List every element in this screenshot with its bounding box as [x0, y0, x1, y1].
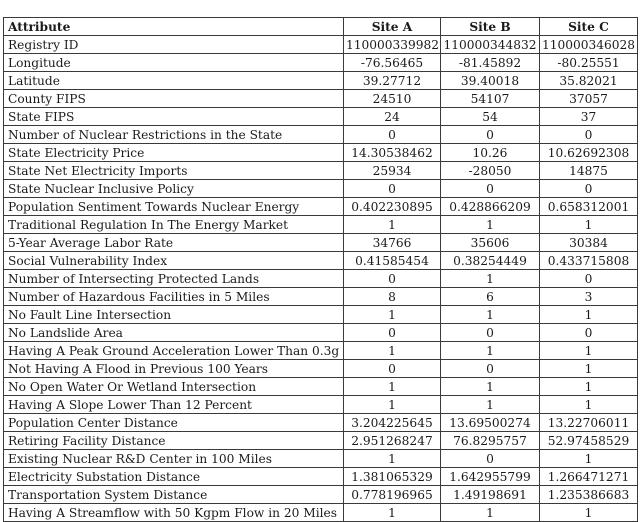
table-row	[4, 360, 638, 378]
site-c-cell: 1	[540, 216, 638, 234]
site-b-cell: 1	[441, 342, 540, 360]
attribute-cell: Transportation System Distance	[4, 486, 344, 504]
attribute-cell: Number of Hazardous Facilities in 5 Miles	[4, 288, 344, 306]
site-a-cell: 14.30538462	[344, 144, 441, 162]
table-row	[4, 72, 638, 90]
site-a-cell: 1	[344, 306, 441, 324]
attribute-cell: Having A Slope Lower Than 12 Percent	[4, 396, 344, 414]
table-row	[4, 216, 638, 234]
table-row	[4, 144, 638, 162]
attribute-cell: Existing Nuclear R&D Center in 100 Miles	[4, 450, 344, 468]
site-c-cell: 1	[540, 360, 638, 378]
site-b-cell: 1	[441, 396, 540, 414]
attribute-cell: Traditional Regulation In The Energy Market	[4, 216, 344, 234]
attribute-cell: County FIPS	[4, 90, 344, 108]
site-b-cell: 35606	[441, 234, 540, 252]
attribute-cell: Population Center Distance	[4, 414, 344, 432]
attribute-cell: Number of Nuclear Restrictions in the State	[4, 126, 344, 144]
attribute-cell: Electricity Substation Distance	[4, 468, 344, 486]
site-c-cell: 0	[540, 126, 638, 144]
site-a-cell: 3.204225645	[344, 414, 441, 432]
table-row	[4, 342, 638, 360]
site-c-cell: 0	[540, 324, 638, 342]
attribute-cell: Retiring Facility Distance	[4, 432, 344, 450]
site-c-cell: 37	[540, 108, 638, 126]
site-a-cell: 0.402230895	[344, 198, 441, 216]
site-c-cell: 37057	[540, 90, 638, 108]
site-b-cell: -81.45892	[441, 54, 540, 72]
site-a-cell: 1.381065329	[344, 468, 441, 486]
site-c-cell: 0	[540, 180, 638, 198]
table-row	[4, 54, 638, 72]
attribute-cell: Registry ID	[4, 36, 344, 54]
site-b-cell: 1	[441, 378, 540, 396]
site-c-cell: 1	[540, 342, 638, 360]
site-b-cell: 76.8295757	[441, 432, 540, 450]
table-row	[4, 504, 638, 522]
site-b-cell: 0	[441, 180, 540, 198]
site-a-cell: 1	[344, 396, 441, 414]
attribute-cell: Latitude	[4, 72, 344, 90]
site-c-cell: 10.62692308	[540, 144, 638, 162]
site-c-cell: 1.266471271	[540, 468, 638, 486]
table-row	[4, 252, 638, 270]
attribute-cell: No Open Water Or Wetland Intersection	[4, 378, 344, 396]
table-body	[4, 36, 638, 522]
site-a-cell: 0	[344, 180, 441, 198]
table-row	[4, 486, 638, 504]
site-a-cell: -76.56465	[344, 54, 441, 72]
table-row	[4, 468, 638, 486]
attribute-cell: Longitude	[4, 54, 344, 72]
table-row	[4, 108, 638, 126]
table-row	[4, 36, 638, 54]
site-b-cell: 0	[441, 360, 540, 378]
header-attribute: Attribute	[4, 18, 344, 36]
site-c-cell: 1	[540, 396, 638, 414]
site-a-cell: 0.778196965	[344, 486, 441, 504]
site-c-cell: 1	[540, 450, 638, 468]
site-c-cell: 110000346028	[540, 36, 638, 54]
site-c-cell: 3	[540, 288, 638, 306]
attribute-cell: Having A Peak Ground Acceleration Lower Than 0.3g	[4, 342, 344, 360]
site-a-cell: 0	[344, 324, 441, 342]
attribute-cell: Social Vulnerability Index	[4, 252, 344, 270]
attribute-cell: No Fault Line Intersection	[4, 306, 344, 324]
attribute-cell: State FIPS	[4, 108, 344, 126]
header-site-a: Site A	[344, 18, 441, 36]
site-b-cell: 39.40018	[441, 72, 540, 90]
table-row	[4, 198, 638, 216]
site-a-cell: 1	[344, 450, 441, 468]
attribute-cell: State Electricity Price	[4, 144, 344, 162]
header-site-b: Site B	[441, 18, 540, 36]
table-row	[4, 450, 638, 468]
site-attribute-table	[3, 17, 638, 522]
attribute-cell: Not Having A Flood in Previous 100 Years	[4, 360, 344, 378]
site-a-cell: 110000339982	[344, 36, 441, 54]
site-a-cell: 1	[344, 342, 441, 360]
site-c-cell: 14875	[540, 162, 638, 180]
site-c-cell: 0.433715808	[540, 252, 638, 270]
site-c-cell: -80.25551	[540, 54, 638, 72]
attribute-cell: No Landslide Area	[4, 324, 344, 342]
attribute-cell: Population Sentiment Towards Nuclear Energy	[4, 198, 344, 216]
site-a-cell: 1	[344, 378, 441, 396]
attribute-cell: State Net Electricity Imports	[4, 162, 344, 180]
site-a-cell: 0	[344, 360, 441, 378]
site-a-cell: 39.27712	[344, 72, 441, 90]
table-row	[4, 432, 638, 450]
site-a-cell: 1	[344, 216, 441, 234]
site-c-cell: 1	[540, 504, 638, 522]
attribute-cell: Number of Intersecting Protected Lands	[4, 270, 344, 288]
site-a-cell: 8	[344, 288, 441, 306]
site-b-cell: 54107	[441, 90, 540, 108]
site-a-cell: 0	[344, 126, 441, 144]
table-row	[4, 234, 638, 252]
site-b-cell: 1.49198691	[441, 486, 540, 504]
site-a-cell: 24	[344, 108, 441, 126]
table-row	[4, 162, 638, 180]
site-b-cell: 110000344832	[441, 36, 540, 54]
site-b-cell: 0.428866209	[441, 198, 540, 216]
table-row	[4, 126, 638, 144]
site-b-cell: 54	[441, 108, 540, 126]
site-b-cell: 1	[441, 504, 540, 522]
table-row	[4, 288, 638, 306]
site-b-cell: 0	[441, 450, 540, 468]
site-b-cell: 6	[441, 288, 540, 306]
site-b-cell: -28050	[441, 162, 540, 180]
site-a-cell: 0	[344, 270, 441, 288]
site-c-cell: 35.82021	[540, 72, 638, 90]
site-b-cell: 10.26	[441, 144, 540, 162]
site-b-cell: 0	[441, 324, 540, 342]
site-c-cell: 1.235386683	[540, 486, 638, 504]
site-b-cell: 1	[441, 216, 540, 234]
attribute-cell: Having A Streamflow with 50 Kgpm Flow in 20 Miles	[4, 504, 344, 522]
table-row	[4, 180, 638, 198]
site-a-cell: 2.951268247	[344, 432, 441, 450]
table-row	[4, 306, 638, 324]
site-c-cell: 0	[540, 270, 638, 288]
attribute-cell: State Nuclear Inclusive Policy	[4, 180, 344, 198]
table-row	[4, 324, 638, 342]
attribute-cell: 5-Year Average Labor Rate	[4, 234, 344, 252]
site-c-cell: 30384	[540, 234, 638, 252]
site-a-cell: 25934	[344, 162, 441, 180]
table-row	[4, 396, 638, 414]
site-a-cell: 24510	[344, 90, 441, 108]
site-a-cell: 0.41585454	[344, 252, 441, 270]
site-c-cell: 1	[540, 378, 638, 396]
site-c-cell: 52.97458529	[540, 432, 638, 450]
table-row	[4, 90, 638, 108]
site-b-cell: 1.642955799	[441, 468, 540, 486]
site-b-cell: 1	[441, 270, 540, 288]
site-c-cell: 0.658312001	[540, 198, 638, 216]
table-row	[4, 270, 638, 288]
site-b-cell: 13.69500274	[441, 414, 540, 432]
table-row	[4, 378, 638, 396]
site-c-cell: 1	[540, 306, 638, 324]
site-a-cell: 1	[344, 504, 441, 522]
table-header-row	[4, 18, 638, 36]
table-row	[4, 414, 638, 432]
site-a-cell: 34766	[344, 234, 441, 252]
site-c-cell: 13.22706011	[540, 414, 638, 432]
header-site-c: Site C	[540, 18, 638, 36]
site-b-cell: 1	[441, 306, 540, 324]
site-b-cell: 0	[441, 126, 540, 144]
site-b-cell: 0.38254449	[441, 252, 540, 270]
